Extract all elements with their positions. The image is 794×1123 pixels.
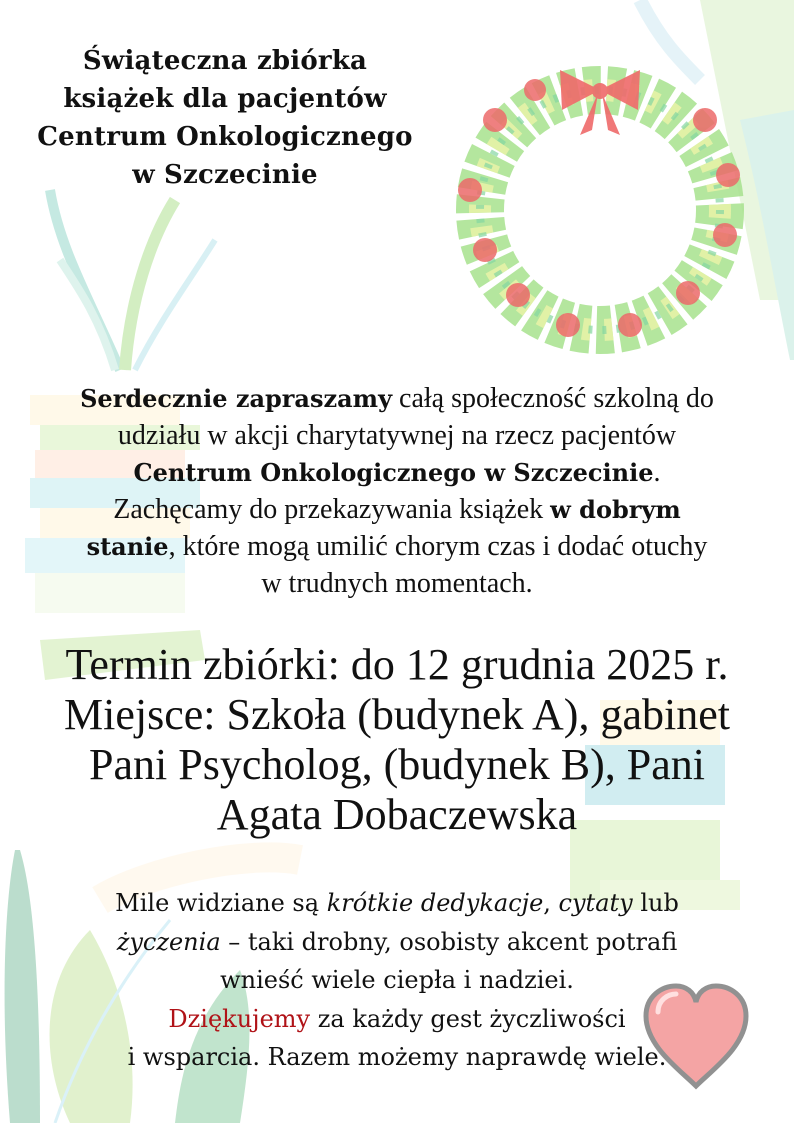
emphasis: w dobrym bbox=[550, 495, 681, 524]
text: Mile widziane są bbox=[115, 889, 327, 917]
text: , które mogą umilić chorym czas i dodać otuchy bbox=[168, 531, 708, 562]
text: – taki drobny, osobisty akcent potrafi bbox=[220, 927, 678, 956]
intro-line bbox=[0, 528, 794, 565]
title-line: Świąteczna zbiórka bbox=[82, 46, 368, 76]
title-line: Centrum Onkologicznego bbox=[37, 122, 413, 152]
text: Zachęcamy do przekazywania książek bbox=[113, 494, 551, 525]
place-line: Pani Psycholog, (budynek B), Pani bbox=[89, 740, 705, 789]
intro-paragraph bbox=[0, 380, 794, 602]
italic-text: cytaty bbox=[558, 889, 633, 917]
intro-line: udziału w akcji charytatywnej na rzecz pacjentów bbox=[117, 420, 677, 451]
poster-title bbox=[0, 42, 450, 194]
closing-line bbox=[0, 923, 794, 962]
emphasis: Serdecznie zapraszamy bbox=[80, 384, 393, 413]
collection-details bbox=[0, 640, 794, 840]
emphasis: Centrum Onkologicznego w Szczecinie bbox=[133, 458, 654, 487]
closing-line bbox=[0, 1000, 794, 1039]
intro-line bbox=[0, 454, 794, 491]
text: , bbox=[543, 889, 559, 917]
text: za każdy gest życzliwości bbox=[310, 1004, 626, 1033]
title-line: w Szczecinie bbox=[132, 160, 318, 190]
title-line: książek dla pacjentów bbox=[63, 84, 387, 114]
closing-paragraph bbox=[0, 884, 794, 1077]
deadline: Termin zbiórki: do 12 grudnia 2025 r. bbox=[65, 640, 729, 689]
place-line: Agata Dobaczewska bbox=[216, 790, 578, 839]
closing-line: wnieść wiele ciepła i nadziei. bbox=[220, 966, 574, 994]
closing-line bbox=[0, 884, 794, 923]
text: całą społeczność szkolną do bbox=[392, 383, 714, 414]
closing-line: i wsparcia. Razem możemy naprawdę wiele. bbox=[127, 1043, 667, 1071]
place-line: Miejsce: Szkoła (budynek A), gabinet bbox=[64, 690, 730, 739]
text: . bbox=[653, 457, 661, 488]
intro-line bbox=[0, 380, 794, 417]
intro-line: w trudnych momentach. bbox=[261, 568, 533, 599]
italic-text: życzenia bbox=[116, 927, 221, 956]
italic-text: krótkie dedykacje bbox=[326, 889, 544, 917]
leaves-illustration bbox=[50, 190, 215, 370]
emphasis: stanie bbox=[86, 532, 169, 561]
christmas-wreath-icon bbox=[440, 35, 760, 375]
text: lub bbox=[632, 889, 679, 917]
thanks-word: Dziękujemy bbox=[168, 1004, 311, 1033]
intro-line bbox=[0, 491, 794, 528]
